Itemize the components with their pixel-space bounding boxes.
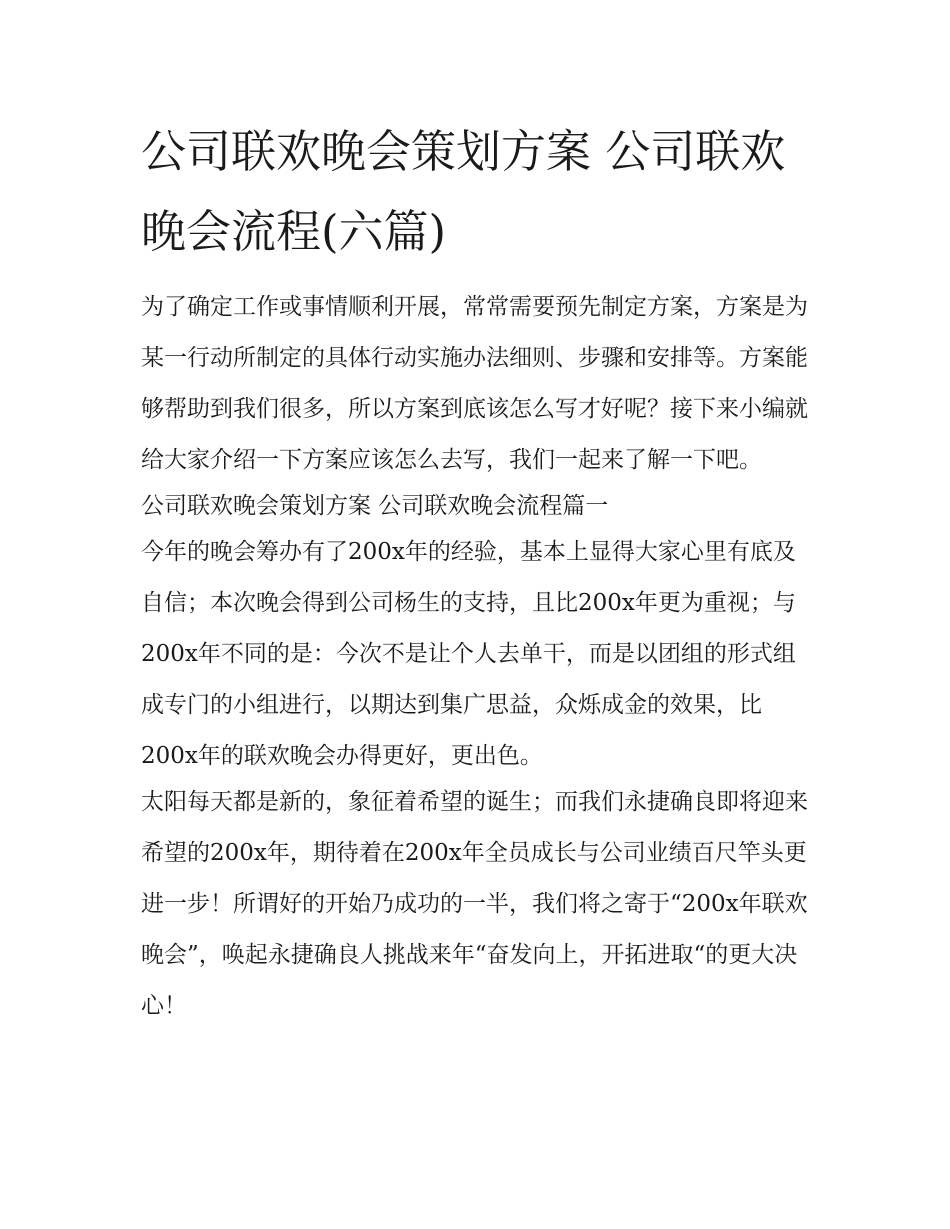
- intro-paragraph: 为了确定工作或事情顺利开展，常常需要预先制定方案，方案是为某一行动所制定的具体行动实施办法细则、步骤和安排等。方案能够帮助到我们很多，所以方案到底该怎么写才好呢？接下来小编就给大家介绍一下方案应该怎么去写，我们一起来了解一下吧。: [141, 294, 808, 473]
- body-paragraph-2: 太阳每天都是新的，象征着希望的诞生；而我们永捷确良即将迎来希望的200x年，期待着在200x年全员成长与公司业绩百尺竿头更进一步！所谓好的开始乃成功的一半，我们将之寄于“200x年联欢晚会”，唤起永捷确良人挑战来年“奋发向上，开拓进取“的更大决心！: [141, 789, 808, 1019]
- document-page: [141, 112, 813, 1032]
- document-title: 公司联欢晚会策划方案 公司联欢晚会流程(六篇): [141, 125, 786, 258]
- body-paragraph-1: 今年的晚会筹办有了200x年的经验，基本上显得大家心里有底及自信；本次晚会得到公司杨生的支持，且比200x年更为重视；与200x年不同的是：今次不是让个人去单干，而是以团组的形式组成专门的小组进行，以期达到集广思益，众烁成金的效果，比200x年的联欢晚会办得更好，更出色。: [141, 539, 796, 769]
- section-heading: 公司联欢晚会策划方案 公司联欢晚会流程篇一: [141, 493, 609, 519]
